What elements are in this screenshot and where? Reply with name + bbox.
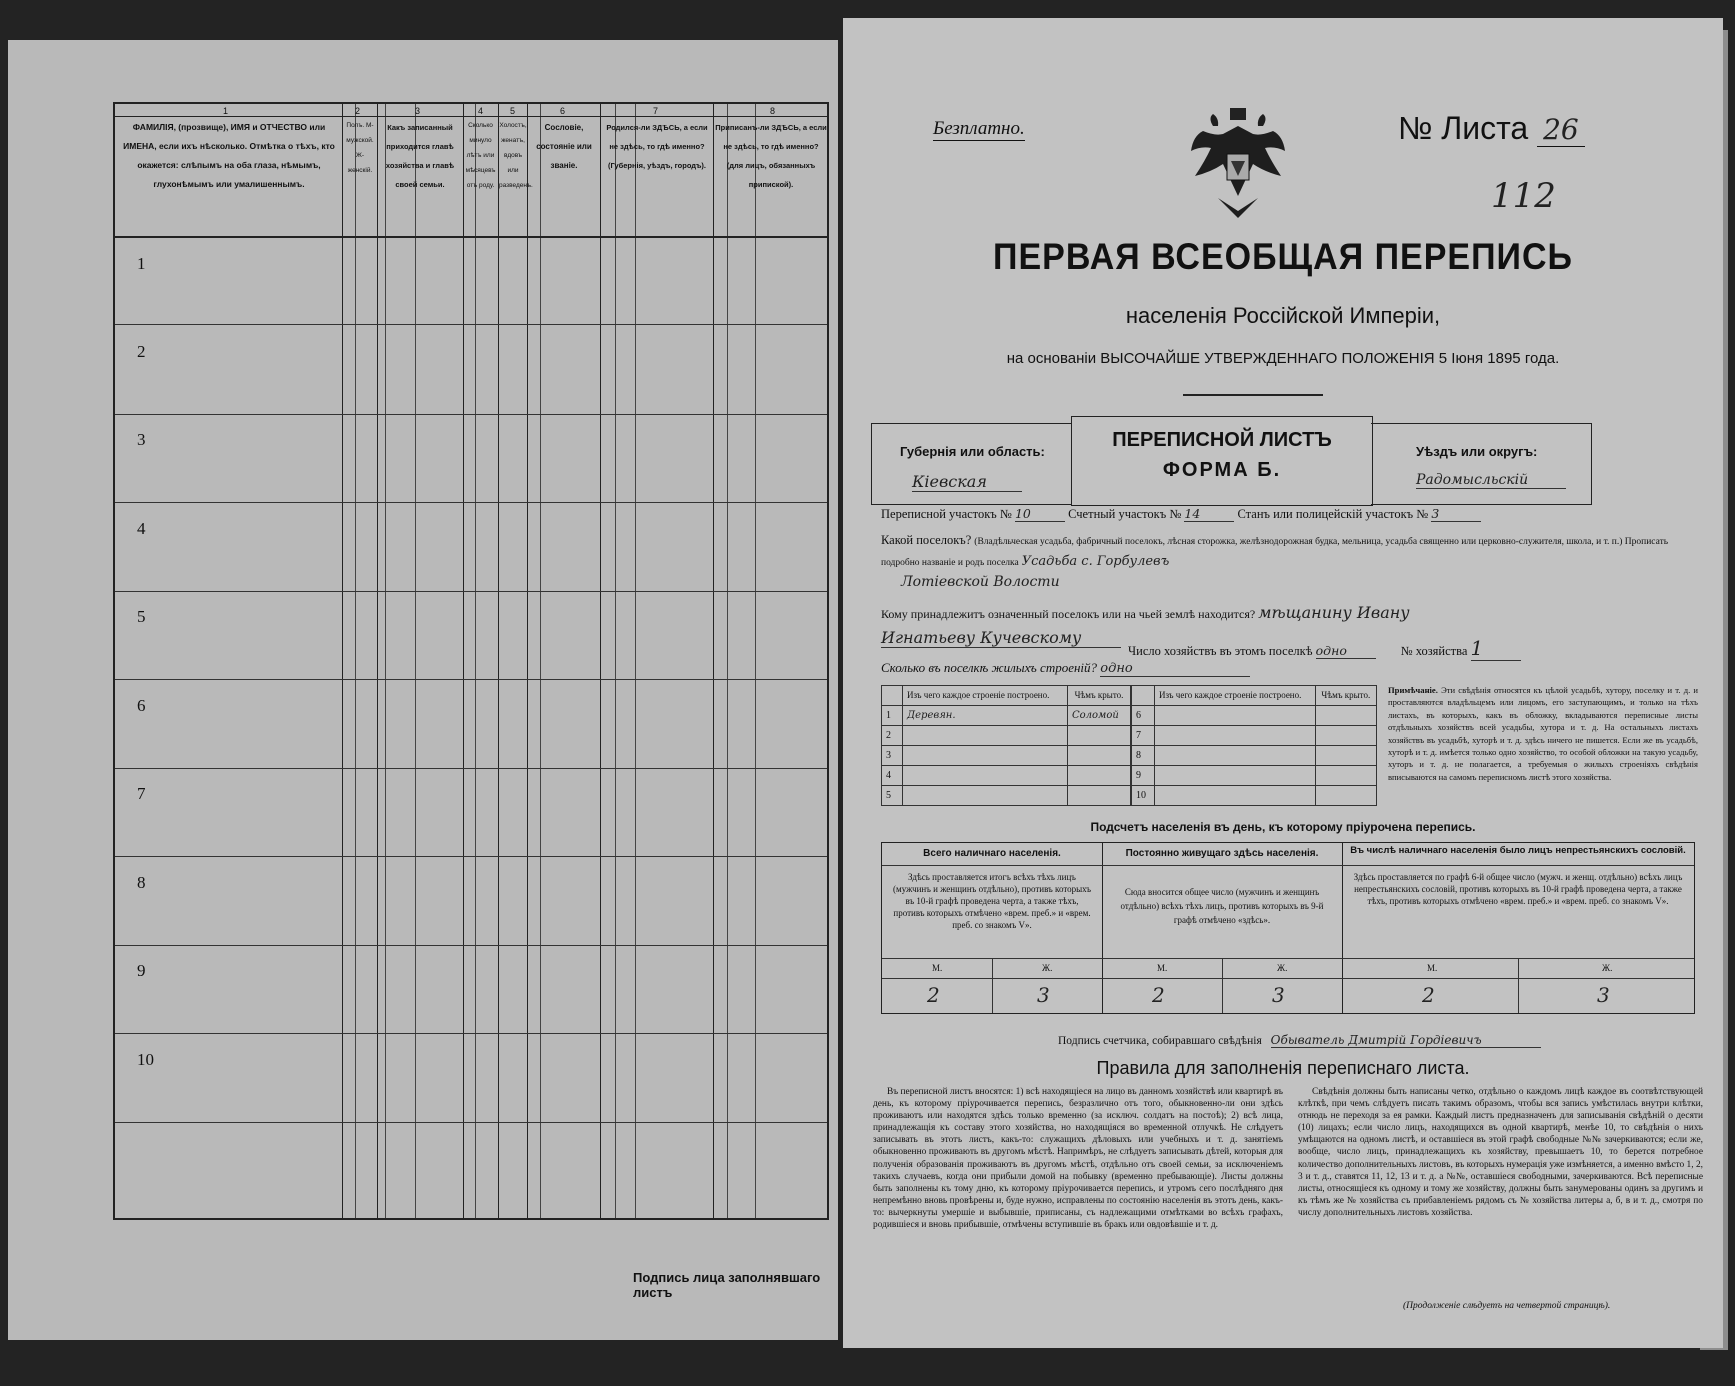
f-label: Ж.: [1602, 963, 1613, 973]
count-value: 2: [927, 983, 940, 1007]
police-no: 3: [1431, 506, 1481, 522]
bld-row-num: 9: [1132, 766, 1155, 786]
settlement-block: [881, 531, 1691, 592]
household-no-value: 1: [1471, 636, 1521, 661]
district-label: Уѣздъ или округъ:: [1416, 444, 1538, 459]
bld-row-num: 6: [1132, 706, 1155, 726]
row-number: 8: [137, 873, 146, 892]
buildings-table-right: [1131, 685, 1377, 806]
household-no-label: № хозяйства: [1400, 644, 1468, 658]
district-value: Радомысльскій: [1416, 472, 1566, 489]
count-col2-title: Постоянно живущаго здѣсь населенія.: [1125, 848, 1319, 859]
census-title: ПЕРВАЯ ВСЕОБЩАЯ ПЕРЕПИСЬ: [993, 236, 1573, 278]
header-sex: Полъ. М-мужской. Ж-женскій.: [346, 122, 374, 174]
m-label: М.: [1157, 963, 1168, 973]
owner-block: [881, 603, 1661, 622]
owner-value-1: мѣщанину Ивану: [1258, 603, 1410, 622]
header-name: ФАМИЛІЯ, (прозвище), ИМЯ и ОТЧЕСТВО или ИМЕНА, если ихъ нѣсколько. Отмѣтка о тѣхъ, кто окажется: слѣпымъ на оба глаза, нѣмымъ, глухонѣмымъ или умалишеннымъ.: [123, 122, 335, 189]
buildings-label: Сколько въ поселкѣ жилыхъ строеній?: [881, 660, 1098, 675]
count-col1-title: Всего наличнаго населенія.: [923, 848, 1061, 859]
count-value: 3: [1037, 983, 1050, 1007]
census-district-no: 10: [1015, 506, 1065, 522]
double-headed-eagle-icon: [1183, 106, 1293, 221]
header-age: Сколько минуло лѣтъ или мѣсяцевъ отъ роду.: [465, 122, 496, 189]
divider: [1183, 394, 1323, 396]
bld-row-num: 10: [1132, 786, 1155, 806]
row-number: 1: [137, 254, 146, 273]
count-table: [881, 842, 1695, 1014]
bld-row-num: 1: [882, 706, 903, 726]
police-label: Станъ или полицейскій участокъ: [1237, 507, 1414, 521]
bld-row-num: 4: [882, 766, 903, 786]
row-number: 2: [137, 342, 146, 361]
continued-note: (Продолженіе слѣдуетъ на четвертой страницѣ).: [1403, 1301, 1611, 1311]
row-number: 10: [137, 1050, 154, 1069]
col-number-8: 8: [770, 106, 776, 116]
row-number: 6: [137, 696, 146, 715]
count-col1-text: Здѣсь проставляется итогъ всѣхъ тѣхъ лицъ (мужчинъ и женщинъ отдѣльно), противъ которыхъ въ 10-й графѣ проведена черта, а также тѣхъ, противъ которыхъ отмѣчено «врем. преб.» и «врем. преб. со знакомъ V».: [893, 872, 1091, 930]
sheet-number-area: [1398, 110, 1585, 147]
header-marital: Холостъ, женатъ, вдовъ или разведенъ.: [499, 122, 533, 189]
left-signature-label: Подпись лица заполнявшаго листъ: [633, 1270, 821, 1300]
count-district-no: 14: [1184, 506, 1234, 522]
buildings-value: одно: [1100, 661, 1250, 677]
note-block: [1388, 684, 1698, 783]
census-district-label: Переписной участокъ: [881, 507, 997, 521]
f-label: Ж.: [1042, 963, 1053, 973]
owner-value-2: Игнатьеву Кучевскому: [881, 628, 1121, 648]
note-title: Примѣчаніе.: [1388, 685, 1438, 695]
bld-row-num: 3: [882, 746, 903, 766]
sheet-number-alt: 112: [1491, 176, 1556, 216]
counter-sign-block: [1058, 1033, 1541, 1048]
note-text: Эти свѣдѣнія относятся къ цѣлой усадьбѣ, хутору, поселку и т. д. и проставляются владѣльцемъ или лицомъ, его заступающимъ, и только на тѣхъ листахъ, въ которыхъ, какъ въ обложку, вкладываются переписные листы отдѣльныхъ хозяйствъ всей усадьбы, хутора и т. д. На остальныхъ листахъ хозяйствъ въ усадьбѣ, хуторѣ и т. д. здѣсь ничего не пишется. Если же въ усадьбѣ, хуторѣ и т. д. имѣется только одно хозяйство, то особой обложки на такую усадьбу, хуторъ и т. д. не полагается, а требуемыя о жилыхъ строеніяхъ свѣдѣнія вписываются на самомъ переписномъ листѣ этого хозяйства.: [1388, 685, 1698, 782]
settlement-label: Какой поселокъ?: [881, 533, 972, 547]
district-box: [1371, 423, 1592, 505]
row-number: 3: [137, 430, 146, 449]
count-value: 3: [1597, 983, 1610, 1007]
bld-col-roof: Чѣмъ крыто.: [1067, 686, 1130, 706]
count-district-label: Счетный участокъ: [1068, 507, 1167, 521]
col-number-2: 2: [355, 106, 361, 116]
m-label: М.: [1427, 963, 1438, 973]
row-number: 4: [137, 519, 146, 538]
buildings-table-left: [881, 685, 1131, 806]
buildings-block: [881, 660, 1250, 677]
rules-left: Въ переписной листъ вносятся: 1) всѣ находящіеся на лицо въ данномъ хозяйствѣ или квартирѣ въ день, къ которому пріурочивается перепись, безразлично отъ того, обыкновенно-ли они здѣсь проживаютъ или находятся здѣсь только временно (за исключ. солдатъ на постоѣ); 2) всѣ лица, принадлежащія къ составу этого хозяйства, но находящіяся во временной отлучкѣ. Не слѣдуетъ записывать въ этотъ листъ, какъ-то: служащихъ дѣловыхъ или учебныхъ и т. д. занятіемъ обыкновенно проживають въ другомъ мѣстѣ. Напримѣръ, не слѣдуетъ записывать дѣтей, которыя для полученія образованія проживаютъ въ другомъ мѣстѣ, отдѣльно отъ своей семьи, за исключеніемъ такихъ случаевъ, когда они прибыли домой на побывку (временно пребывающіе). Листы должны быть заполнены къ тому дню, къ которому пріурочивается перепись, и утромъ сего послѣдняго дня непремѣнно вновь провѣрены и, буде нужно, исправлены по состоянію населенія въ этотъ день, какъ-то: вычеркнуты умершіе и выбывшіе, приписаны, съ надлежащими отмѣтками во всѣхъ графахъ, родившіеся и вновь прибывшіе, отмѣчены вступившіе въ бракъ или овдовѣвшіе и т. д.: [873, 1087, 1283, 1231]
count-col2-text: Сюда вносится общее число (мужчинъ и женщинъ отдѣльно) всѣхъ тѣхъ лицъ, противъ которыхъ въ 9-й графѣ отмѣчено «здѣсь».: [1120, 887, 1324, 925]
form-title: ПЕРЕПИСНОЙ ЛИСТЪ: [1112, 429, 1332, 451]
rules-right: Свѣдѣнія должны быть написаны четко, отдѣльно о каждомъ лицѣ каждое въ соотвѣтствующей клѣткѣ, при чемъ слѣдуетъ писать такимъ образомъ, чтобы вся запись умѣстилась внутри клѣтки, отнюдь не переходя за ея рамки. Каждый листъ предназначенъ для записыванія свѣдѣній о десяти (10) лицахъ; если число лицъ, находящихся въ одной квартирѣ, менѣе 10, то свѣдѣнія о нихъ умѣщаются на одномъ листѣ, и оставшіеся въ этой графѣ свободные №№ зачеркиваются; если же, вообще, число лицъ, принадлежащихъ къ хозяйству, превышаетъ 10, то берется потребное количество дополнительныхъ листовъ, въ которыхъ нумерація уже измѣняется, а именно вмѣсто 1, 2, 3 и т. д., ставятся 11, 12, 13 и т. д. а №№, оставшіеся свободными, зачеркиваются. Всѣ переписные листы, относящіеся къ одному и тому же хозяйству, должны быть занумерованы одинъ за другимъ и къ тѣмъ же № хозяйства съ прибавленіемъ рядомъ съ № хозяйства литеры а, б, в и т. д., смотря по числу дополнительныхъ листовъ хозяйства.: [1298, 1087, 1703, 1218]
settlement-hint: (Владѣльческая усадьба, фабричный поселокъ, лѣсная сторожка, желѣзнодорожная будка, мельница, усадьба священно или церковно-служителя, школа, и т. п.) Прописать подробно названіе и родъ поселка: [881, 537, 1669, 568]
count-value: 3: [1272, 983, 1285, 1007]
bld-col-material: Изъ чего каждое строеніе построено.: [903, 686, 1068, 706]
row-number: 9: [137, 961, 146, 980]
count-title: Подсчетъ населенія въ день, къ которому пріурочена перепись.: [1090, 820, 1476, 834]
district-line: Переписной участокъ № 10 Счетный участокъ № 14 Станъ или полицейскій участокъ № 3: [881, 506, 1531, 522]
households-value: одно: [1316, 643, 1376, 659]
bld-row-num: 7: [1132, 726, 1155, 746]
bld-row-num: 8: [1132, 746, 1155, 766]
population-table: [113, 102, 829, 1220]
census-subtitle: населенія Россійской Имперіи,: [1125, 303, 1441, 328]
count-col3-title: Въ числѣ наличнаго населенія было лицъ непрестьянскихъ сословій.: [1350, 845, 1686, 856]
owner-label: Кому принадлежитъ означенный поселокъ или на чьей землѣ находится?: [881, 607, 1256, 621]
free-label: Безплатно.: [933, 118, 1025, 139]
right-page: [843, 18, 1723, 1348]
header-registered: Приписанъ-ли ЗДѢСЬ, а если не здѣсь, то гдѣ именно? (для лицъ, обязанныхъ припиской).: [715, 123, 827, 189]
row-number: 7: [137, 784, 146, 803]
counter-sign-value: Обыватель Дмитрій Гордіевичъ: [1271, 1033, 1541, 1048]
col-number-6: 6: [560, 106, 566, 116]
header-estate: Сословіе, состояніе или званіе.: [536, 123, 592, 170]
row-number: 5: [137, 607, 146, 626]
bld-row1-material: Деревян.: [903, 706, 1068, 726]
counter-sign-label: Подпись счетчика, собиравшаго свѣдѣнія: [1058, 1035, 1262, 1047]
f-label: Ж.: [1277, 963, 1288, 973]
province-label: Губернія или область:: [900, 444, 1045, 459]
bld-row-num: 5: [882, 786, 903, 806]
province-box: [871, 423, 1072, 505]
sheet-label: № Листа: [1398, 110, 1529, 146]
settlement-value-2: Лотіевской Волости: [901, 574, 1060, 590]
header-relation: Какъ записанный приходится главѣ хозяйства и главѣ своей семьи.: [385, 123, 455, 189]
census-basis: на основаніи ВЫСОЧАЙШЕ УТВЕРЖДЕННАГО ПОЛОЖЕНІЯ 5 Іюня 1895 года.: [1006, 350, 1560, 367]
bld-row1-roof: Соломой: [1067, 706, 1130, 726]
col-number-1: 1: [223, 106, 229, 116]
col-number-4: 4: [478, 106, 484, 116]
sheet-number: 26: [1537, 113, 1585, 147]
form-subtitle: ФОРМА Б.: [1162, 459, 1282, 481]
form-title-box: [1071, 416, 1373, 506]
col-number-5: 5: [510, 106, 516, 116]
left-page: [8, 40, 838, 1340]
col-number-7: 7: [653, 106, 659, 116]
province-value: Кіевская: [912, 472, 1022, 492]
bld-col-material: Изъ чего каждое строеніе построено.: [1155, 686, 1316, 706]
header-birthplace: Родился-ли ЗДѢСЬ, а если не здѣсь, то гдѣ именно? (Губернія, уѣздъ, городъ).: [606, 123, 708, 170]
bld-col-roof: Чѣмъ крыто.: [1315, 686, 1376, 706]
settlement-value-1: Усадьба с. Горбулевъ: [1021, 554, 1170, 569]
col-number-3: 3: [415, 106, 421, 116]
count-value: 2: [1152, 983, 1165, 1007]
m-label: М.: [932, 963, 943, 973]
count-col3-text: Здѣсь проставляется по графѣ 6-й общее число (мужч. и женщ. отдѣльно) всѣхъ лицъ непрестьянскихъ сословій, противъ которыхъ въ 10-й графѣ проведена черта, а также тѣхъ, противъ которыхъ отмѣчено «врем. преб.» и «врем. преб. со знакомъ V».: [1353, 872, 1683, 906]
rules-title: Правила для заполненія переписнаго листа.: [1096, 1058, 1470, 1078]
households-block: [1128, 636, 1521, 661]
bld-row-num: 2: [882, 726, 903, 746]
count-value: 2: [1422, 983, 1435, 1007]
households-label: Число хозяйствъ въ этомъ поселкѣ: [1128, 644, 1313, 658]
